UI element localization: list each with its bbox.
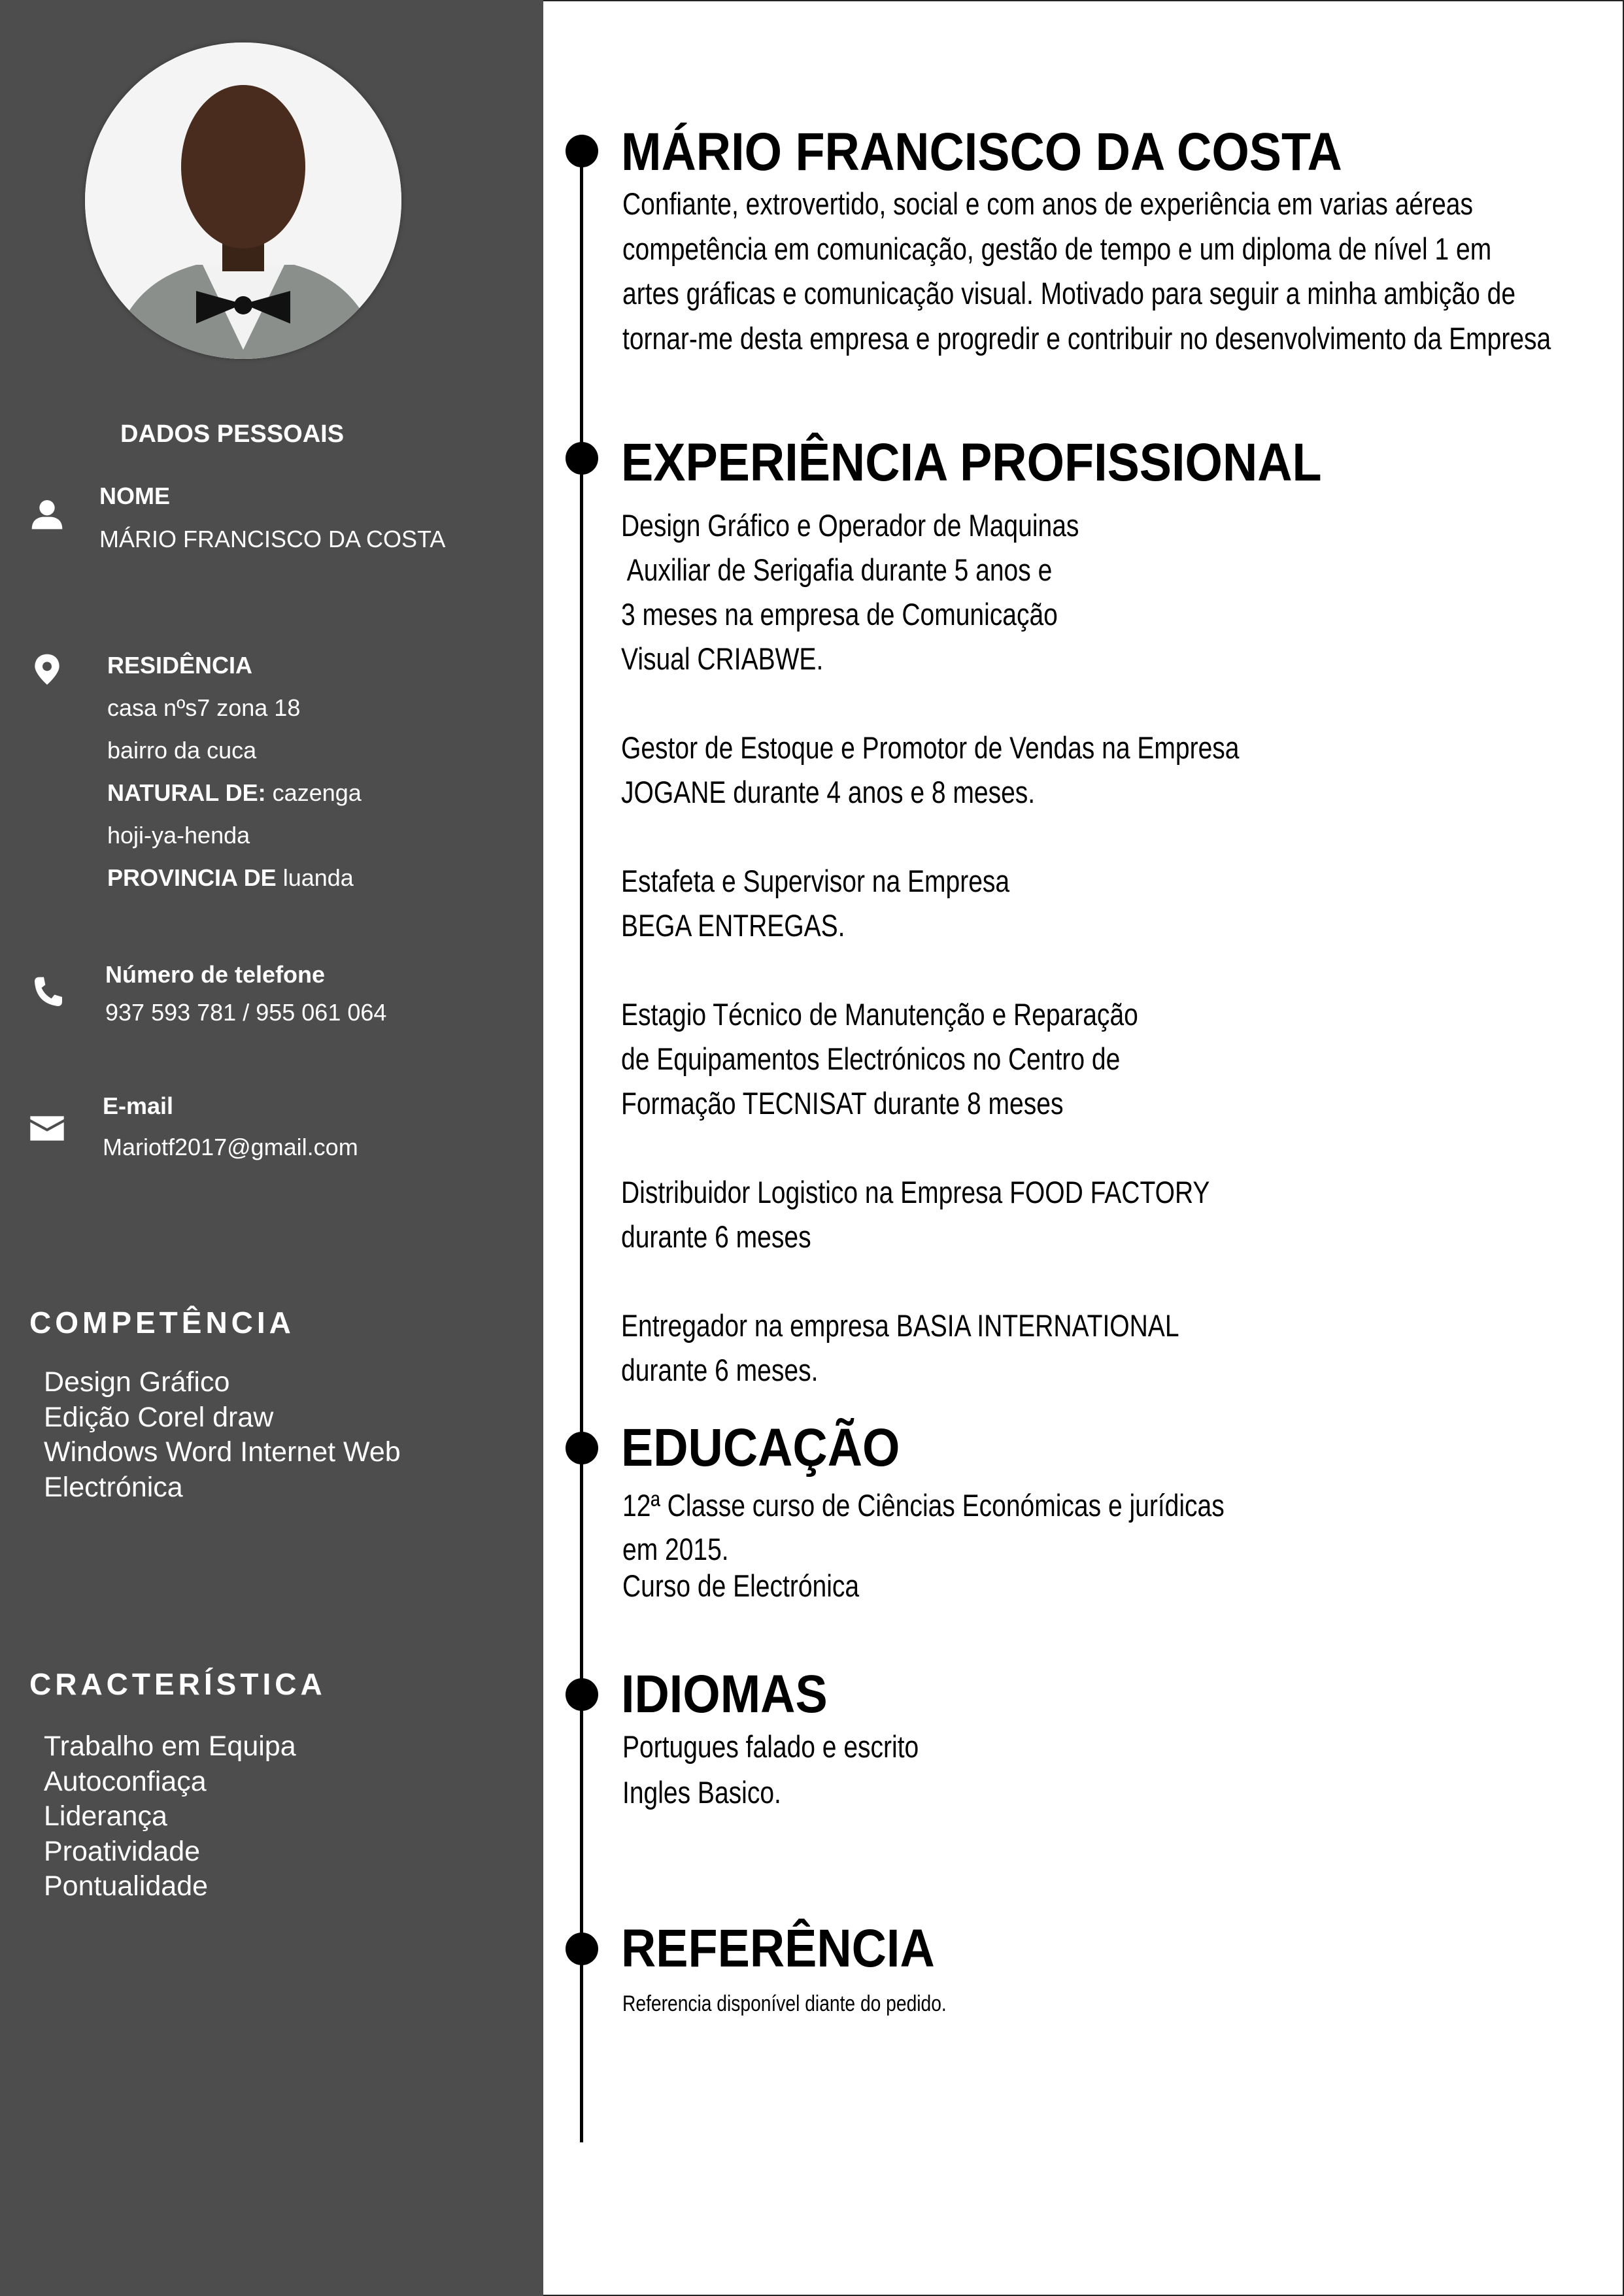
natural-label: NATURAL DE: (107, 779, 266, 806)
language-line: Portugues falado e escrito (622, 1729, 919, 1764)
email-value[interactable]: Mariotf2017@gmail.com (103, 1134, 358, 1160)
experience-list (621, 503, 1239, 1393)
experience-line: Distribuidor Logistico na Empresa FOOD FACTORY (621, 1175, 1210, 1209)
reference-heading: REFERÊNCIA (621, 1919, 935, 1978)
skills-list (44, 1365, 401, 1505)
summary-line: Confiante, extrovertido, social e com anos de experiência em varias aéreas (622, 186, 1474, 221)
natural-row (107, 779, 362, 807)
province-label: PROVINCIA DE (107, 864, 277, 891)
education-line: em 2015. (622, 1532, 729, 1566)
personal-data-heading: DADOS PESSOAIS (120, 420, 345, 448)
email-icon (29, 1110, 65, 1147)
reference-text: Referencia disponível diante do pedido. (622, 1991, 947, 2016)
summary-line: competência em comunicação, gestão de tempo e um diploma de nível 1 em (622, 231, 1492, 266)
profile-photo (85, 42, 401, 359)
education-line: Curso de Electrónica (622, 1568, 860, 1603)
timeline-dot (566, 1432, 598, 1464)
phone-label: Número de telefone (105, 961, 326, 988)
trait-item: Proatividade (44, 1835, 201, 1867)
experience-line: Entregador na empresa BASIA INTERNATIONAL (621, 1308, 1179, 1343)
phone-value: 937 593 781 / 955 061 064 (105, 999, 387, 1026)
natural-value: cazenga (272, 779, 362, 806)
email-label: E-mail (103, 1092, 174, 1119)
residence-label: RESIDÊNCIA (107, 652, 253, 679)
experience-line: Gestor de Estoque e Promotor de Vendas na Empresa (621, 730, 1240, 765)
person-icon (29, 496, 65, 532)
timeline-dot (566, 1678, 598, 1711)
skill-item: Design Gráfico (44, 1366, 230, 1398)
skills-heading: COMPETÊNCIA (29, 1306, 295, 1340)
experience-line: 3 meses na empresa de Comunicação (621, 597, 1058, 632)
experience-item (621, 726, 1239, 815)
experience-line: Formação TECNISAT durante 8 meses (621, 1086, 1064, 1121)
experience-line: JOGANE durante 4 anos e 8 meses. (621, 775, 1036, 809)
traits-heading: CRACTERÍSTICA (29, 1667, 326, 1701)
language-line: Ingles Basico. (622, 1775, 781, 1810)
natural-line: hoji-ya-henda (107, 822, 250, 849)
education-line: 12ª Classe curso de Ciências Económicas e jurídicas (622, 1488, 1225, 1523)
trait-item: Liderança (44, 1800, 167, 1832)
province-value: luanda (282, 864, 354, 891)
timeline-dot (566, 135, 598, 167)
experience-line: durante 6 meses (621, 1219, 811, 1254)
experience-item (621, 1304, 1239, 1393)
residence-line: bairro da cuca (107, 737, 257, 764)
summary (622, 182, 1551, 362)
languages-heading: IDIOMAS (621, 1664, 828, 1724)
name-label: NOME (99, 482, 170, 509)
name-value: MÁRIO FRANCISCO DA COSTA (99, 526, 446, 552)
experience-line: de Equipamentos Electrónicos no Centro de (621, 1041, 1121, 1076)
residence-line: casa nºs7 zona 18 (107, 694, 301, 721)
skill-item: Edição Corel draw (44, 1401, 274, 1433)
trait-item: Autoconfiaça (44, 1765, 207, 1797)
skill-item: Windows Word Internet Web (44, 1436, 401, 1468)
skill-item: Electrónica (44, 1471, 183, 1503)
experience-heading: EXPERIÊNCIA PROFISSIONAL (621, 433, 1322, 492)
trait-item: Trabalho em Equipa (44, 1730, 296, 1762)
experience-line: durante 6 meses. (621, 1353, 819, 1387)
experience-line: BEGA ENTREGAS. (621, 908, 845, 943)
experience-line: Estagio Técnico de Manutenção e Reparação (621, 997, 1138, 1032)
main-name-heading: MÁRIO FRANCISCO DA COSTA (621, 122, 1342, 182)
experience-line: Auxiliar de Serigafia durante 5 anos e (621, 552, 1053, 587)
experience-line: Estafeta e Supervisor na Empresa (621, 864, 1010, 898)
timeline-dot (566, 1933, 598, 1965)
education-heading: EDUCAÇÃO (621, 1418, 900, 1477)
timeline-dot (566, 442, 598, 475)
experience-item (621, 859, 1239, 948)
summary-line: tornar-me desta empresa e progredir e contribuir no desenvolvimento da Empresa (622, 321, 1551, 356)
experience-item (621, 503, 1239, 681)
experience-item (621, 1170, 1239, 1259)
phone-icon (30, 974, 67, 1011)
traits-list (44, 1729, 296, 1904)
location-pin-icon (29, 651, 65, 688)
province-row (107, 864, 354, 892)
summary-line: artes gráficas e comunicação visual. Motivado para seguir a minha ambição de (622, 276, 1516, 311)
experience-item (621, 992, 1239, 1126)
experience-line: Visual CRIABWE. (621, 641, 824, 676)
experience-line: Design Gráfico e Operador de Maquinas (621, 508, 1079, 543)
trait-item: Pontualidade (44, 1870, 209, 1902)
